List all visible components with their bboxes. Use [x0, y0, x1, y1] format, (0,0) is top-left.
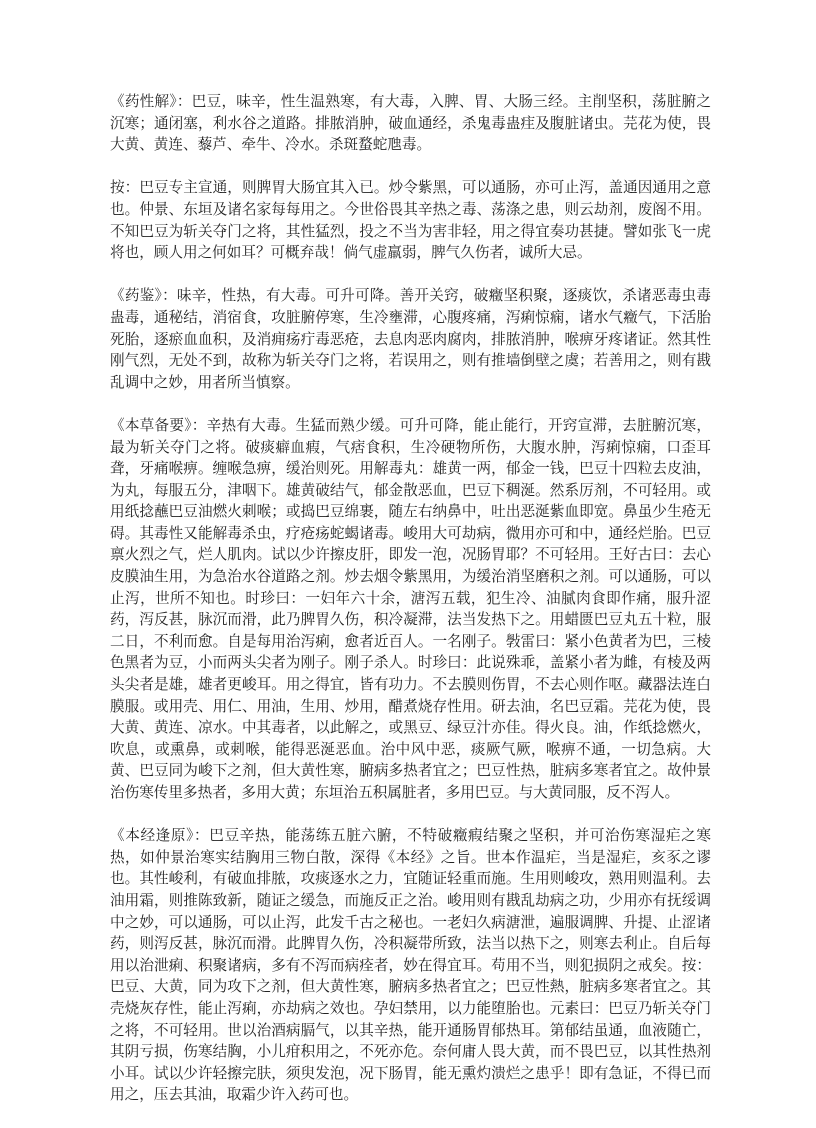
- paragraph-bencao-beiyao: 《本草备要》：辛热有大毒。生猛而熟少缓。可升可降，能止能行，开窍宣滞，去脏腑沉寒，最为斩关夺门之将。破痰癖血瘕，气痞食积，生冷硬物所伤，大腹水肿，泻痢惊痫，口歪耳聋，牙痛喉痹。缠喉急痹，缓治则死。用解毒丸：雄黄一两，郁金一钱，巴豆十四粒去皮油，为丸，每服五分，津咽下。雄黄破结气，郁金散恶血，巴豆下稠涎。然系厉剂，不可轻用。或用纸捻蘸巴豆油燃火刺喉；或捣巴豆绵裹，随左右纳鼻中，吐出恶涎紫血即宽。鼻虽少生疮无碍。其毒性又能解毒杀虫，疗疮疡蛇蝎诸毒。峻用大可劫病，微用亦可和中，通经烂胎。巴豆禀火烈之气，烂人肌肉。试以少许擦皮肝，即发一泡，况肠胃耶？不可轻用。王好古曰：去心皮膜油生用，为急治水谷道路之剂。炒去烟令紫黑用，为缓治消坚磨积之剂。可以通肠，可以止泻，世所不知也。时珍曰：一妇年六十余，溏泻五载，犯生冷、油腻肉食即作痛，服升涩药，泻反甚，脉沉而滑，此乃脾胃久伤，积冷凝滞，法当发热下之。用蜡匮巴豆丸五十粒，服二日，不利而愈。自是每用治泻痢，愈者近百人。一名刚子。斅雷曰：紧小色黄者为巴，三棱色黑者为豆，小而两头尖者为刚子。刚子杀人。时珍曰：此说殊乖，盖紧小者为雌，有棱及两头尖者是雄，雄者更峻耳。用之得宜，皆有功力。不去膜则伤胃，不去心则作呕。藏器法连白膜服。或用壳、用仁、用油，生用、炒用，醋煮烧存性用。研去油，名巴豆霜。芫花为使，畏大黄、黄连、凉水。中其毒者，以此解之，或黑豆、绿豆汁亦佳。得火良。油，作纸捻燃火，吹息，或熏鼻，或刺喉，能得恶涎恶血。治中风中恶，痰厥气厥，喉痹不通，一切急病。大黄、巴豆同为峻下之剂，但大黄性寒，腑病多热者宜之；巴豆性热，脏病多寒者宜之。故仲景治伤寒传里多热者，多用大黄；东垣治五积属脏者，多用巴豆。与大黄同服，反不泻人。: [110, 416, 711, 801]
- paragraph-yaojian: 《药鉴》：味辛，性热，有大毒。可升可降。善开关窍，破癥坚积聚，逐痰饮，杀诸恶毒虫毒蛊毒，通秘结，消宿食，攻脏腑停寒，生冷壅滞，心腹疼痛，泻痢惊痫，诸水气癥气，下活胎死胎，逐瘀血血积，及消痈疡疔毒恶疮，去息肉恶肉腐肉，排脓消肿，喉痹牙疼诸证。然其性刚气烈，无处不到，故称为斩关夺门之将，若误用之，则有推墙倒壁之虞；若善用之，则有戡乱调中之妙，用者所当慎察。: [110, 287, 711, 391]
- paragraph-commentary: 按：巴豆专主宣通，则脾胃大肠宜其入已。炒令紫黑，可以通肠，亦可止泻，盖通因通用之意也。仲景、东垣及诸名家每每用之。今世俗畏其辛热之毒、荡涤之患，则云劫剂，废阁不用。不知巴豆为斩关夺门之将，其性猛烈，投之不当为害非轻，用之得宜奏功甚捷。譬如张飞一虎将也，顾人用之何如耳？可概弃哉！倘气虚羸弱，脾气久伤者，诚所大忌。: [110, 179, 711, 262]
- document-page: [110, 91, 711, 1128]
- paragraph-benjing-fengyuan: 《本经逢原》：巴豆辛热，能荡练五脏六腑，不特破癥瘕结聚之坚积，并可治伤寒湿疟之寒热，如仲景治寒实结胸用三物白散，深得《本经》之旨。世本作温疟，当是湿疟，亥豕之谬也。其性峻利，有破血排脓，攻痰逐水之力，宜随证轻重而施。生用则峻攻，熟用则温利。去油用霜，则推陈致新，随证之缓急，而施反正之治。峻用则有戡乱劫病之功，少用亦有抚绥调中之妙，可以通肠，可以止泻，此发千古之秘也。一老妇久病溏泄，遍服调脾、升提、止涩诸药，则泻反甚，脉沉而滑。此脾胃久伤，冷积凝带所致，法当以热下之，则寒去利止。自后每用以治泄痢、积聚诸病，多有不泻而病痊者，妙在得宜耳。苟用不当，则犯损阴之戒矣。按：巴豆、大黄，同为攻下之剂，但大黄性寒，腑病多热者宜之；巴豆性熱，脏病多寒者宜之。其壳烧灰存性，能止泻痢，亦劫病之效也。孕妇禁用，以力能堕胎也。元素曰：巴豆乃斩关夺门之将，不可轻用。世以治酒病膈气，以其辛热，能开通肠胃郁热耳。第郁结虽通，血液随亡，其阴亏损，伤寒结胸，小儿疳积用之，不死亦危。奈何庸人畏大黄，而不畏巴豆，以其性热剂小耳。试以少许轻擦完肤，须臾发泡，况下肠胃，能无熏灼溃烂之患乎！即有急证，不得已而用之，压去其油，取霜少许入药可也。: [110, 827, 711, 1104]
- paragraph-yaoxingjie: 《药性解》：巴豆，味辛，性生温熟寒，有大毒，入脾、胃、大肠三经。主削坚积，荡脏腑之沉寒；通闭塞，利水谷之道路。排脓消肿，破血通经，杀鬼毒蛊疰及腹脏诸虫。芫花为使，畏大黄、黄连、藜芦、牵牛、冷水。杀斑蝥蛇虺毒。: [110, 93, 711, 154]
